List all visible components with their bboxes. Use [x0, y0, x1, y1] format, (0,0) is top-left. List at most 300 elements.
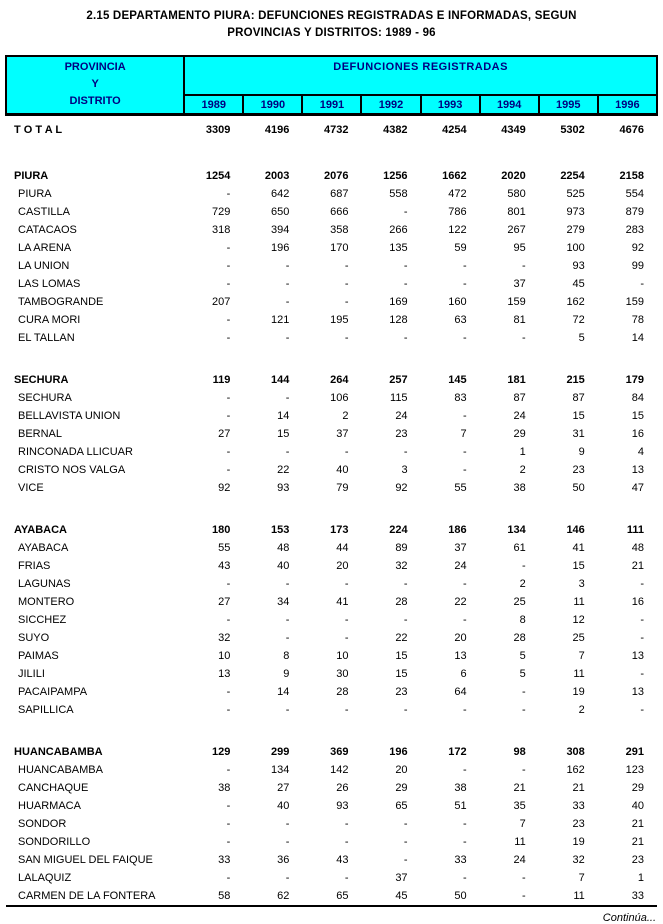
value-cell: 72 — [572, 314, 585, 326]
value-cell: - — [285, 446, 290, 458]
value-cell: 16 — [631, 596, 644, 608]
row-label: PAIMAS — [18, 650, 59, 662]
value-cell: - — [226, 410, 231, 422]
value-cell: 1256 — [383, 170, 408, 182]
header-distrito: DISTRITO — [69, 95, 121, 107]
value-cell: - — [462, 818, 467, 830]
value-cell: 159 — [625, 296, 644, 308]
value-cell: 472 — [448, 188, 467, 200]
table-row-huancabamba — [6, 761, 657, 779]
value-cell: 58 — [184, 887, 243, 906]
value-cell: 180 — [211, 524, 231, 536]
row-label: HUANCABAMBA — [18, 764, 103, 776]
row-label: PIURA — [14, 170, 49, 182]
year-header-1990: 1990 — [243, 95, 302, 115]
value-cell: 50 — [572, 482, 585, 494]
row-label: SICCHEZ — [18, 614, 67, 626]
value-cell: 51 — [454, 800, 467, 812]
spacer-cell — [6, 143, 657, 167]
value-cell: 32 — [572, 854, 585, 866]
value-cell: 20 — [454, 632, 467, 644]
value-cell: - — [226, 188, 231, 200]
value-cell: 47 — [631, 482, 644, 494]
value-cell: 55 — [454, 482, 467, 494]
row-label: SONDORILLO — [18, 836, 91, 848]
value-cell: 2158 — [619, 170, 644, 182]
value-cell: - — [462, 332, 467, 344]
row-label: CATACAOS — [18, 224, 77, 236]
value-cell: - — [226, 764, 231, 776]
row-label: HUARMACA — [18, 800, 81, 812]
value-cell: - — [226, 872, 231, 884]
spacer-row — [6, 497, 657, 521]
value-cell: 666 — [330, 206, 349, 218]
value-cell: 45 — [572, 278, 585, 290]
table-row-paimas — [6, 647, 657, 665]
value-cell: 5302 — [560, 123, 585, 136]
spacer-row — [6, 347, 657, 371]
value-cell: - — [403, 704, 408, 716]
value-cell: 16 — [631, 428, 644, 440]
value-cell: 224 — [389, 524, 408, 536]
value-cell: - — [640, 578, 644, 590]
row-label: AYABACA — [18, 542, 69, 554]
value-cell: 40 — [336, 464, 349, 476]
value-cell: - — [285, 278, 290, 290]
value-cell: 786 — [448, 206, 467, 218]
value-cell: 35 — [513, 800, 526, 812]
row-label: SAPILLICA — [18, 704, 74, 716]
value-cell: 4254 — [442, 123, 467, 136]
value-cell: 4196 — [264, 123, 290, 136]
value-cell: 37 — [454, 542, 467, 554]
value-cell: 5 — [519, 668, 526, 680]
title-line2: PROVINCIAS Y DISTRITOS: 1989 - 96 — [227, 27, 436, 39]
value-cell: - — [480, 887, 539, 906]
value-cell: 9 — [578, 446, 585, 458]
spacer-row — [6, 143, 657, 167]
value-cell: 15 — [572, 410, 585, 422]
value-cell: 121 — [271, 314, 290, 326]
value-cell: 99 — [631, 260, 644, 272]
value-cell: 41 — [336, 596, 349, 608]
table-header — [6, 56, 657, 115]
value-cell: 134 — [271, 764, 290, 776]
value-cell: 8 — [519, 614, 526, 626]
table-row-las-lomas — [6, 275, 657, 293]
row-label: PIURA — [18, 188, 52, 200]
value-cell: - — [226, 686, 231, 698]
value-cell: 31 — [572, 428, 585, 440]
value-cell: 207 — [211, 296, 231, 308]
table-row-rinconada-llicuar — [6, 443, 657, 461]
title-line1: 2.15 DEPARTAMENTO PIURA: DEFUNCIONES REGISTRADAS E INFORMADAS, SEGUN — [86, 10, 577, 22]
value-cell: 172 — [448, 746, 467, 758]
row-label: SAN MIGUEL DEL FAIQUE — [18, 854, 153, 866]
spacer-cell — [6, 347, 657, 371]
value-cell: - — [285, 260, 290, 272]
value-cell: 7 — [578, 650, 585, 662]
value-cell: 173 — [330, 524, 349, 536]
value-cell: - — [462, 764, 467, 776]
value-cell: 92 — [631, 242, 644, 254]
value-cell: 122 — [448, 224, 467, 236]
value-cell: 283 — [625, 224, 644, 236]
value-cell: 26 — [336, 782, 349, 794]
value-cell: 162 — [566, 296, 585, 308]
value-cell: 135 — [389, 242, 408, 254]
value-cell: 2003 — [264, 170, 290, 182]
value-cell: 4676 — [619, 123, 644, 136]
value-cell: 33 — [598, 887, 657, 906]
value-cell: 144 — [271, 374, 290, 386]
value-cell: - — [344, 260, 349, 272]
value-cell: 179 — [625, 374, 644, 386]
value-cell: 159 — [507, 296, 526, 308]
value-cell: 32 — [218, 632, 231, 644]
table-row-cura-mori — [6, 311, 657, 329]
defunciones-registradas-header: DEFUNCIONES REGISTRADAS — [184, 56, 657, 95]
row-label: LALAQUIZ — [18, 872, 72, 884]
value-cell: 160 — [448, 296, 467, 308]
value-cell: 92 — [218, 482, 231, 494]
value-cell: 119 — [212, 374, 231, 386]
value-cell: 2 — [519, 464, 526, 476]
row-label: JILILI — [18, 668, 45, 680]
value-cell: 145 — [448, 374, 467, 386]
value-cell: 7 — [460, 428, 467, 440]
value-cell: 266 — [389, 224, 408, 236]
value-cell: - — [462, 578, 467, 590]
value-cell: 394 — [271, 224, 290, 236]
value-cell: 43 — [218, 560, 231, 572]
table-row-sechura — [6, 371, 657, 389]
value-cell: - — [285, 296, 290, 308]
value-cell: 1 — [637, 872, 644, 884]
row-label: AYABACA — [14, 524, 67, 536]
value-cell: 1 — [519, 446, 526, 458]
value-cell: 48 — [631, 542, 644, 554]
table-row-castilla — [6, 203, 657, 221]
table-row-ayabaca — [6, 539, 657, 557]
value-cell: 12 — [572, 614, 585, 626]
value-cell: 257 — [389, 374, 408, 386]
value-cell: - — [522, 872, 526, 884]
value-cell: - — [344, 872, 349, 884]
value-cell: - — [403, 836, 408, 848]
value-cell: - — [226, 578, 231, 590]
table-row-canchaque — [6, 779, 657, 797]
table-row-lagunas — [6, 575, 657, 593]
row-label: TAMBOGRANDE — [18, 296, 104, 308]
value-cell: 642 — [271, 188, 290, 200]
table-row-frias — [6, 557, 657, 575]
value-cell: 3309 — [205, 123, 231, 136]
value-cell: 23 — [572, 818, 585, 830]
table-row-catacaos — [6, 221, 657, 239]
value-cell: - — [462, 704, 467, 716]
value-cell: 123 — [625, 764, 644, 776]
value-cell: 78 — [631, 314, 644, 326]
value-cell: 196 — [389, 746, 408, 758]
value-cell: - — [344, 278, 349, 290]
value-cell: 23 — [395, 428, 408, 440]
table-body — [6, 115, 657, 907]
value-cell: 28 — [336, 686, 349, 698]
row-label: LAS LOMAS — [18, 278, 81, 290]
value-cell: 28 — [395, 596, 408, 608]
value-cell: 19 — [572, 836, 585, 848]
row-label: VICE — [18, 482, 44, 494]
value-cell: 15 — [395, 668, 408, 680]
value-cell: 11 — [539, 887, 598, 906]
value-cell: 19 — [572, 686, 585, 698]
value-cell: 92 — [395, 482, 408, 494]
value-cell: 38 — [454, 782, 467, 794]
row-label: RINCONADA LLICUAR — [18, 446, 133, 458]
value-cell: 2 — [519, 578, 526, 590]
value-cell: - — [344, 818, 349, 830]
value-cell: - — [403, 578, 408, 590]
value-cell: 37 — [395, 872, 408, 884]
value-cell: 1254 — [205, 170, 231, 182]
value-cell: 98 — [513, 746, 526, 758]
value-cell: - — [226, 278, 231, 290]
value-cell: - — [344, 578, 349, 590]
row-label: SUYO — [18, 632, 50, 644]
value-cell: - — [285, 818, 290, 830]
value-cell: 13 — [631, 464, 644, 476]
value-cell: 81 — [513, 314, 526, 326]
value-cell: 55 — [218, 542, 231, 554]
table-row-ayabaca — [6, 521, 657, 539]
value-cell: 21 — [631, 560, 644, 572]
value-cell: 20 — [336, 560, 349, 572]
value-cell: 21 — [631, 836, 644, 848]
value-cell: 162 — [566, 764, 585, 776]
table-row-vice — [6, 479, 657, 497]
value-cell: 29 — [513, 428, 526, 440]
year-header-1992: 1992 — [361, 95, 420, 115]
value-cell: 3 — [401, 464, 408, 476]
value-cell: - — [285, 578, 290, 590]
value-cell: - — [462, 410, 467, 422]
value-cell: 369 — [330, 746, 349, 758]
value-cell: 291 — [625, 746, 644, 758]
table-row-huancabamba — [6, 743, 657, 761]
value-cell: 687 — [330, 188, 349, 200]
value-cell: 22 — [454, 596, 467, 608]
table-row-tambogrande — [6, 293, 657, 311]
value-cell: 115 — [390, 392, 408, 404]
table-row-bernal — [6, 425, 657, 443]
value-cell: 14 — [631, 332, 644, 344]
value-cell: 38 — [513, 482, 526, 494]
value-cell: 93 — [572, 260, 585, 272]
value-cell: 93 — [277, 482, 290, 494]
value-cell: - — [285, 614, 290, 626]
value-cell: 37 — [336, 428, 349, 440]
value-cell: 23 — [572, 464, 585, 476]
value-cell: - — [226, 704, 231, 716]
year-header-1995: 1995 — [539, 95, 598, 115]
year-header-1993: 1993 — [421, 95, 480, 115]
value-cell: - — [522, 704, 526, 716]
header-y: Y — [91, 78, 99, 90]
value-cell: - — [640, 704, 644, 716]
value-cell: 4382 — [383, 123, 408, 136]
value-cell: 40 — [277, 560, 290, 572]
value-cell: 4349 — [501, 123, 526, 136]
value-cell: - — [226, 446, 231, 458]
value-cell: - — [522, 560, 526, 572]
value-cell: 36 — [277, 854, 290, 866]
value-cell: 318 — [211, 224, 231, 236]
value-cell: 5 — [519, 650, 526, 662]
value-cell: 6 — [460, 668, 467, 680]
value-cell: 186 — [448, 524, 467, 536]
value-cell: 100 — [566, 242, 585, 254]
row-label: BERNAL — [18, 428, 63, 440]
value-cell: 24 — [513, 410, 526, 422]
value-cell: 13 — [218, 668, 231, 680]
value-cell: - — [522, 764, 526, 776]
value-cell: - — [285, 704, 290, 716]
value-cell: 142 — [330, 764, 349, 776]
value-cell: 14 — [277, 686, 290, 698]
value-cell: 65 — [395, 800, 408, 812]
value-cell: 580 — [507, 188, 526, 200]
value-cell: 170 — [330, 242, 349, 254]
value-cell: 61 — [513, 542, 526, 554]
value-cell: - — [226, 614, 231, 626]
value-cell: 20 — [395, 764, 408, 776]
value-cell: - — [403, 854, 408, 866]
value-cell: 308 — [566, 746, 585, 758]
value-cell: - — [226, 392, 231, 404]
value-cell: 37 — [513, 278, 526, 290]
value-cell: 79 — [336, 482, 349, 494]
value-cell: - — [522, 260, 526, 272]
value-cell: 30 — [336, 668, 349, 680]
value-cell: 34 — [277, 596, 290, 608]
value-cell: 3 — [578, 578, 585, 590]
value-cell: 87 — [513, 392, 526, 404]
value-cell: - — [640, 668, 644, 680]
value-cell: 87 — [572, 392, 585, 404]
table-row-montero — [6, 593, 657, 611]
value-cell: - — [403, 446, 408, 458]
value-cell: - — [285, 392, 290, 404]
value-cell: - — [344, 446, 349, 458]
value-cell: 146 — [566, 524, 585, 536]
value-cell: 13 — [631, 650, 644, 662]
value-cell: 23 — [631, 854, 644, 866]
value-cell: 13 — [454, 650, 467, 662]
value-cell: 33 — [218, 854, 231, 866]
value-cell: 169 — [389, 296, 408, 308]
table-row-piura — [6, 185, 657, 203]
row-label: T O T A L — [14, 123, 63, 136]
value-cell: 27 — [277, 782, 290, 794]
value-cell: - — [640, 278, 644, 290]
row-label: CASTILLA — [18, 206, 70, 218]
value-cell: 29 — [631, 782, 644, 794]
table-row-sechura — [6, 389, 657, 407]
value-cell: 24 — [454, 560, 467, 572]
spacer-cell — [6, 719, 657, 743]
value-cell: 4 — [637, 446, 644, 458]
value-cell: 9 — [283, 668, 290, 680]
value-cell: - — [344, 836, 349, 848]
value-cell: 23 — [395, 686, 408, 698]
table-row-bellavista-union — [6, 407, 657, 425]
value-cell: - — [462, 260, 467, 272]
value-cell: - — [344, 632, 349, 644]
defunciones-table — [5, 55, 658, 907]
table-row-t-o-t-a-l — [6, 115, 657, 144]
value-cell: 62 — [243, 887, 302, 906]
value-cell: 21 — [513, 782, 526, 794]
value-cell: 41 — [572, 542, 585, 554]
value-cell: 32 — [395, 560, 408, 572]
document-title — [0, 0, 663, 42]
header-provincia: PROVINCIA — [64, 61, 126, 73]
value-cell: 181 — [507, 374, 526, 386]
value-cell: 8 — [283, 650, 290, 662]
value-cell: 2020 — [501, 170, 526, 182]
row-label: CRISTO NOS VALGA — [18, 464, 126, 476]
value-cell: 64 — [454, 686, 467, 698]
spacer-row — [6, 719, 657, 743]
value-cell: 106 — [330, 392, 349, 404]
value-cell: 14 — [277, 410, 290, 422]
value-cell: 44 — [336, 542, 349, 554]
table-row-sapillica — [6, 701, 657, 719]
row-label: SECHURA — [14, 374, 69, 386]
value-cell: 29 — [395, 782, 408, 794]
table-row-sicchez — [6, 611, 657, 629]
value-cell: 21 — [631, 818, 644, 830]
table-row-pacaipampa — [6, 683, 657, 701]
value-cell: - — [403, 260, 408, 272]
value-cell: 267 — [507, 224, 526, 236]
row-label: CANCHAQUE — [18, 782, 89, 794]
value-cell: 84 — [631, 392, 644, 404]
value-cell: - — [285, 872, 290, 884]
value-cell: 279 — [566, 224, 585, 236]
value-cell: 95 — [513, 242, 526, 254]
table-row-sondorillo — [6, 833, 657, 851]
table-row-carmen-de-la-fontera — [6, 887, 657, 906]
value-cell: 196 — [271, 242, 290, 254]
value-cell: - — [403, 614, 408, 626]
table-row-huarmaca — [6, 797, 657, 815]
value-cell: - — [403, 206, 408, 218]
value-cell: - — [285, 332, 290, 344]
value-cell: - — [462, 836, 467, 848]
value-cell: 63 — [454, 314, 467, 326]
table-row-lalaquiz — [6, 869, 657, 887]
value-cell: 2076 — [324, 170, 349, 182]
value-cell: - — [640, 614, 644, 626]
value-cell: - — [226, 242, 231, 254]
value-cell: 2 — [578, 704, 585, 716]
value-cell: 33 — [454, 854, 467, 866]
value-cell: - — [403, 818, 408, 830]
value-cell: 59 — [454, 242, 467, 254]
row-label: PACAIPAMPA — [18, 686, 88, 698]
